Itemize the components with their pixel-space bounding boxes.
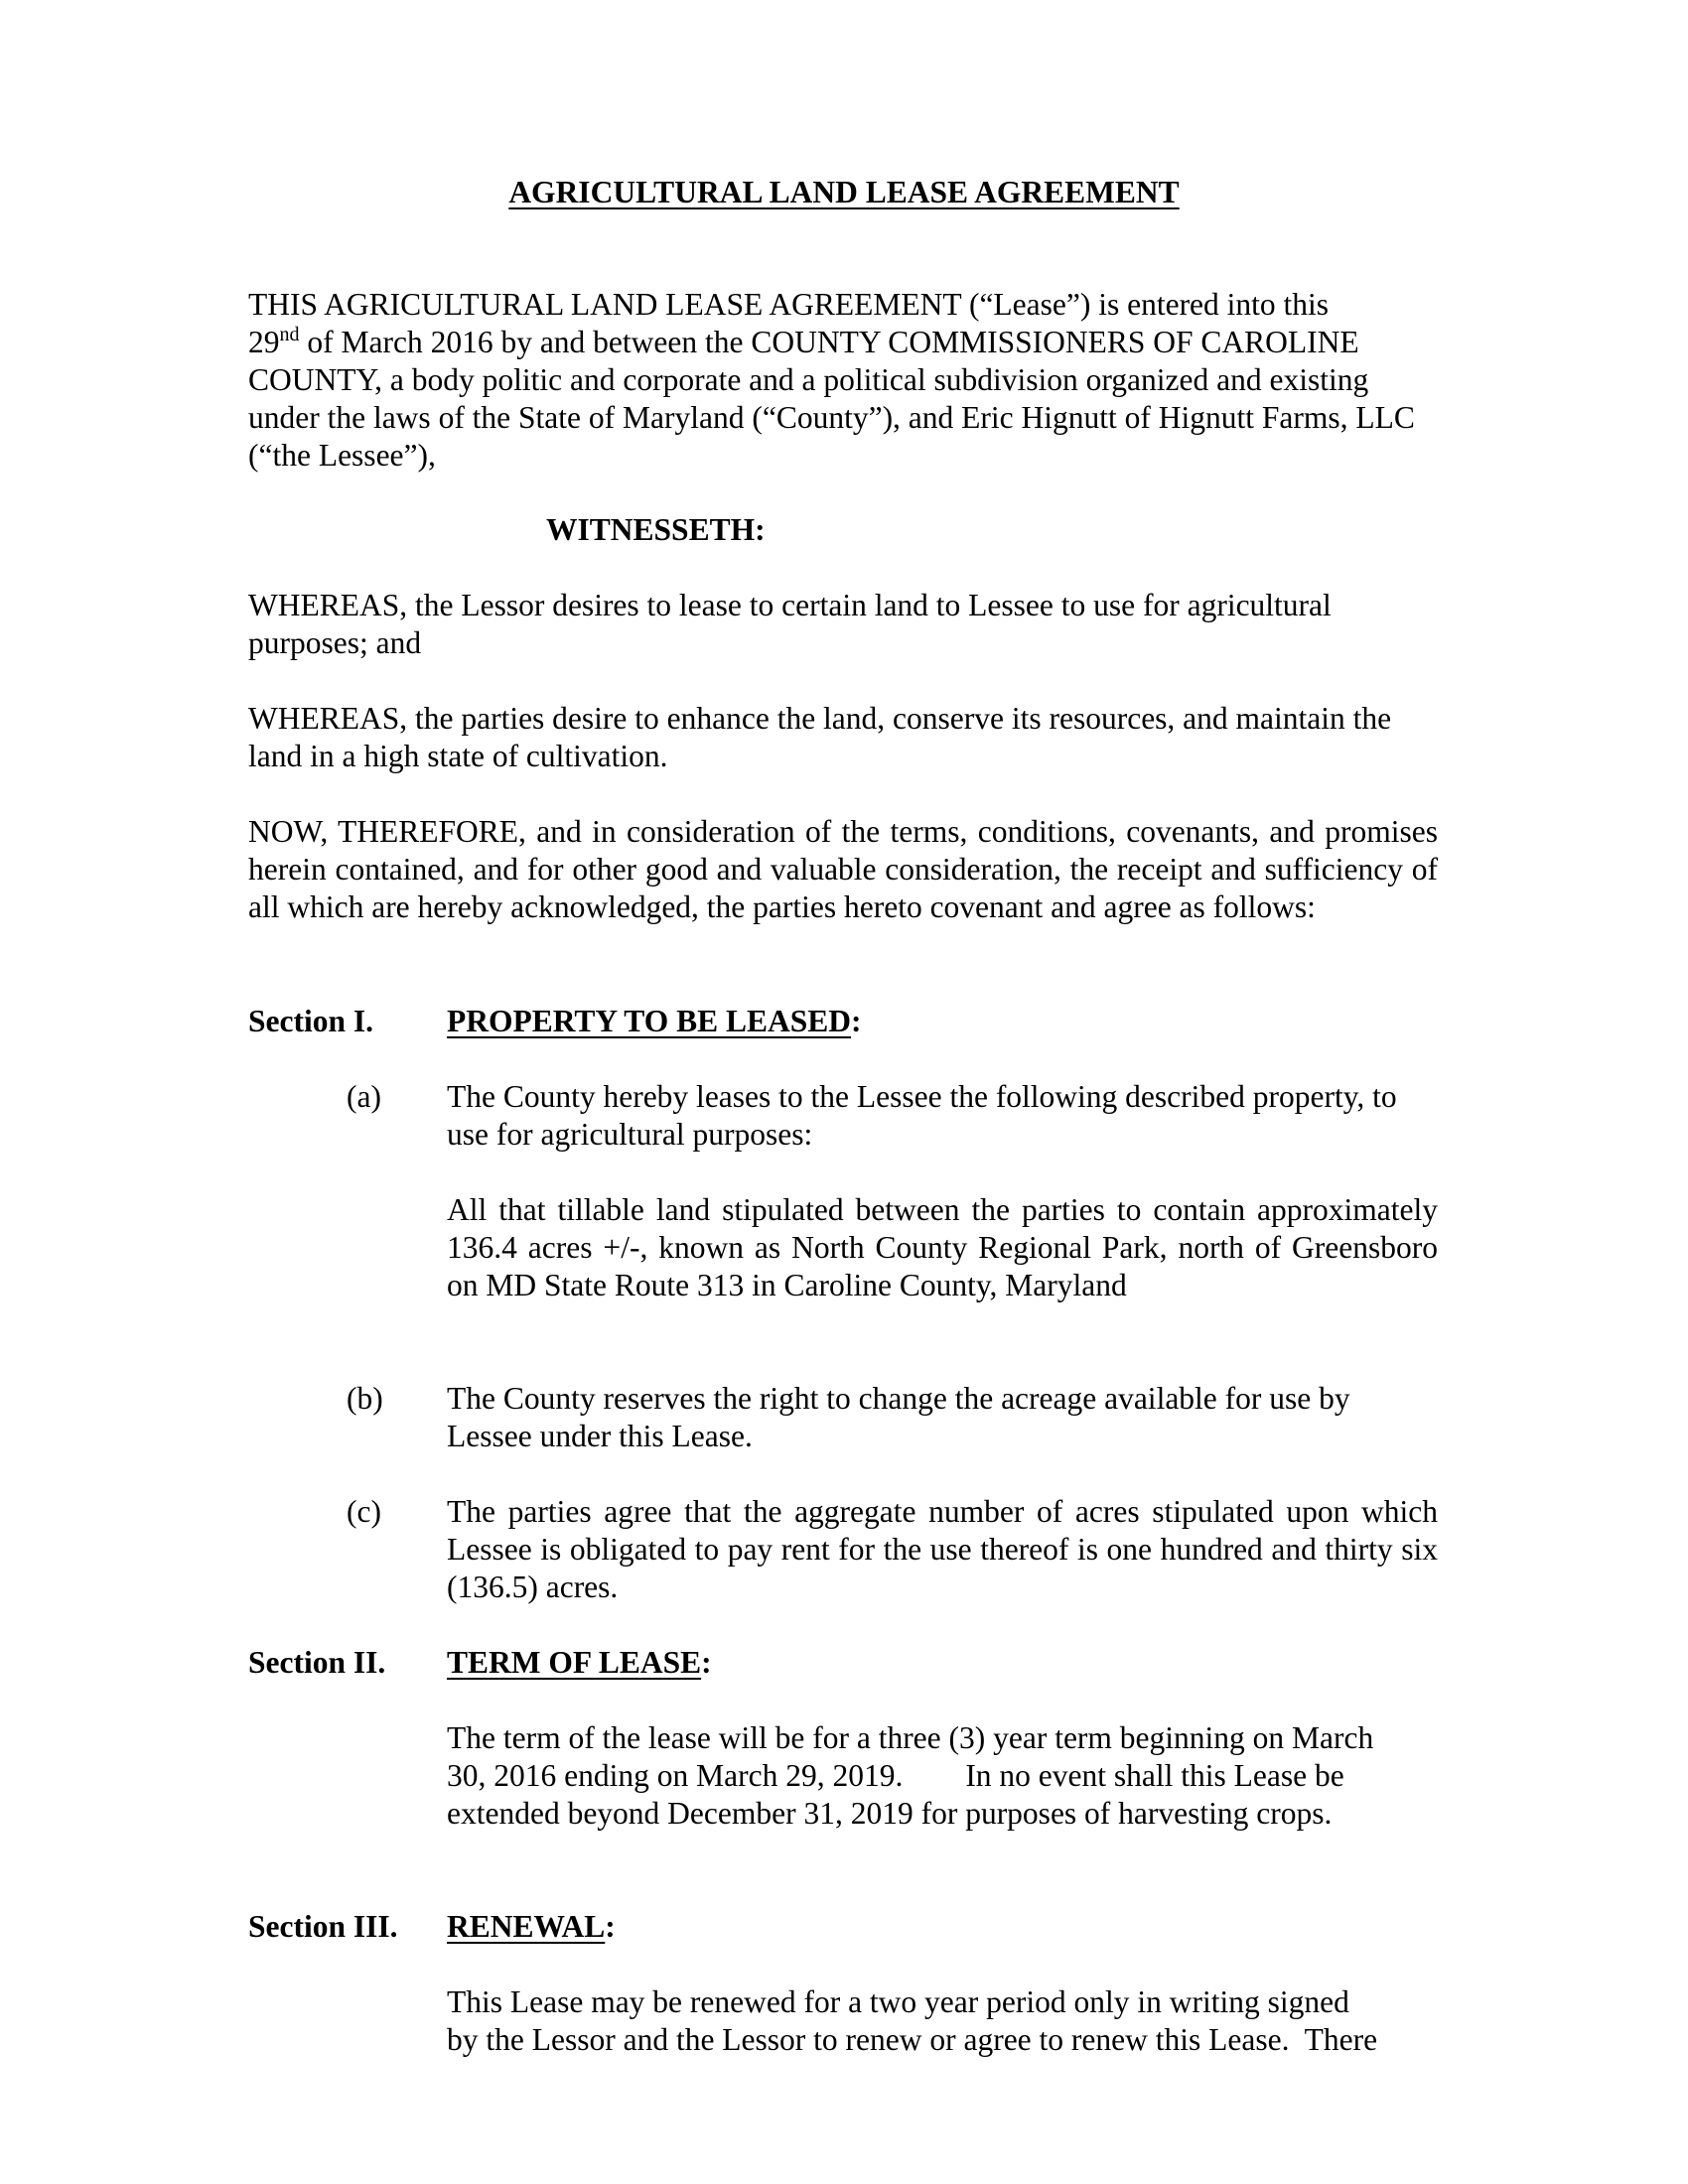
- section-1-label: Section I.: [248, 1004, 373, 1038]
- section-1-item-a-text: The County hereby leases to the Lessee the following described property, to use for agricultural purposes:: [447, 1079, 1397, 1152]
- section-1-heading-text: PROPERTY TO BE LEASED: [447, 1004, 852, 1038]
- section-3-label: Section III.: [248, 1909, 398, 1944]
- document-title: AGRICULTURAL LAND LEASE AGREEMENT: [508, 175, 1180, 209]
- section-3-line-2: by the Lessor and the Lessor to renew or agree to renew this Lease. There: [447, 2022, 1378, 2057]
- section-2-body: [447, 1719, 1438, 1833]
- intro-day: 29: [248, 325, 280, 359]
- now-therefore-paragraph: NOW, THEREFORE, and in consideration of the terms, conditions, covenants, and promises herein contained, and for other good and valuable consideration, the receipt and sufficiency of all which are hereby acknowledged, the parties hereto covenant and agree as follows:: [248, 814, 1438, 924]
- section-2-heading: [447, 1644, 712, 1682]
- section-2-line-3: extended beyond December 31, 2019 for purposes of harvesting crops.: [447, 1796, 1333, 1831]
- intro-part2: of March 2016 by and between the COUNTY COMMISSIONERS OF CAROLINE COUNTY, a body politic and corporate and a political subdivision organized and existing under the laws of the State of Maryland (“County”), and Eric Hignutt of Hignutt Farms, LLC (“the Lessee”),: [248, 325, 1415, 473]
- section-1-colon: :: [851, 1004, 862, 1038]
- recital-1: WHEREAS, the Lessor desires to lease to certain land to Lessee to use for agricultural purposes; and: [248, 588, 1332, 660]
- section-3-heading-text: RENEWAL: [447, 1909, 606, 1944]
- section-3-body: [447, 1983, 1438, 2059]
- section-1-item-c-text: The parties agree that the aggregate number of acres stipulated upon which Lessee is obligated to pay rent for the use thereof is one hundred and thirty six (136.5) acres.: [447, 1494, 1438, 1604]
- witnesseth-heading: WITNESSETH:: [546, 512, 766, 547]
- section-1-heading: [447, 1003, 862, 1040]
- section-3-colon: :: [605, 1909, 616, 1944]
- section-2-label: Section II.: [248, 1645, 386, 1680]
- recital-2: WHEREAS, the parties desire to enhance the land, conserve its resources, and maintain the land in a high state of cultivation.: [248, 701, 1392, 773]
- intro-paragraph: [248, 286, 1438, 475]
- section-2-colon: :: [701, 1645, 712, 1680]
- section-1-item-b-marker: (b): [347, 1381, 383, 1416]
- section-3-line-1: This Lease may be renewed for a two year period only in writing signed: [447, 1984, 1349, 2019]
- section-1-item-b-text: The County reserves the right to change the acreage available for use by Lessee under this Lease.: [447, 1381, 1350, 1453]
- section-1-item-a-subtext: All that tillable land stipulated between the parties to contain approximately 136.4 acres +/-, known as North County Regional Park, north of Greensboro on MD State Route 313 in Caroline County, Maryland: [447, 1192, 1438, 1302]
- section-1-item-c-marker: (c): [347, 1494, 381, 1529]
- section-2-line-2: 30, 2016 ending on March 29, 2019. In no event shall this Lease be: [447, 1758, 1344, 1793]
- intro-day-suffix: nd: [279, 324, 300, 345]
- section-1-item-a-marker: (a): [347, 1079, 381, 1114]
- section-2-heading-text: TERM OF LEASE: [447, 1645, 702, 1680]
- section-3-heading: [447, 1908, 616, 1946]
- section-2-line-1: The term of the lease will be for a three (3) year term beginning on March: [447, 1720, 1374, 1755]
- intro-part1: THIS AGRICULTURAL LAND LEASE AGREEMENT (“Lease”) is entered into this: [248, 287, 1330, 322]
